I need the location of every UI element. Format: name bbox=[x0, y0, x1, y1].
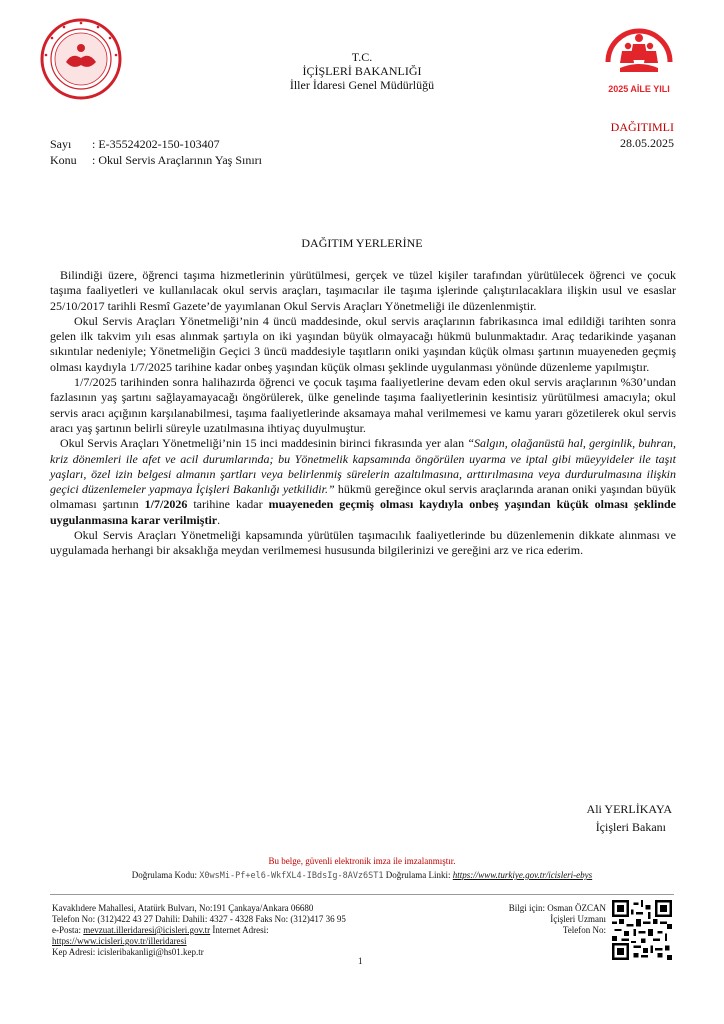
footer-kep: Kep Adresi: icisleribakanligi@hs01.kep.tr bbox=[52, 947, 204, 957]
header-tc: T.C. bbox=[351, 50, 373, 64]
footer-web-link[interactable]: https://www.icisleri.gov.tr/illeridaresi bbox=[52, 936, 187, 946]
reference-number-row bbox=[50, 137, 220, 152]
paragraph-5: Okul Servis Araçları Yönetmeliği kapsamında yürütülen taşımacılık faaliyetlerinde bu düzenlemenin dikkate alınması ve uygulamada herhangi bir aksaklığa meydan verilmemesi hususunda bilgilerinizi ve gereğini arz ve rica ederim. bbox=[50, 528, 676, 558]
addressee: DAĞITIM YERLERİNE bbox=[301, 236, 423, 250]
paragraph-4-until: tarihine kadar bbox=[193, 497, 263, 512]
subject-label: Konu bbox=[50, 153, 77, 167]
paragraph-4-end: . bbox=[217, 512, 221, 527]
footer-divider bbox=[50, 894, 674, 895]
subject-row bbox=[50, 153, 262, 168]
contact-info bbox=[480, 903, 606, 936]
verification-code-label: Doğrulama Kodu: bbox=[131, 870, 198, 880]
header-directorate: İller İdaresi Genel Müdürlüğü bbox=[289, 78, 435, 92]
verification-link-label: Doğrulama Linki: bbox=[385, 870, 451, 880]
paragraph-4-decision: muayeneden geçmiş olması kaydıyla onbeş yaşından küçük olması şeklinde uygulanmasına karar verilmiştir bbox=[50, 497, 676, 527]
footer-web-label: İnternet Adresi: bbox=[212, 925, 269, 935]
qr-code bbox=[612, 900, 672, 960]
footer-phone: Telefon No: (312)422 43 27 Dahili: Dahili: 4327 - 4328 Faks No: (312)417 36 95 bbox=[52, 914, 346, 924]
document-date: 28.05.2025 bbox=[620, 136, 674, 150]
letter-body bbox=[50, 268, 676, 559]
contact-person: Bilgi için: Osman ÖZCAN bbox=[508, 903, 606, 913]
footer-address-block bbox=[52, 903, 346, 958]
paragraph-2: Okul Servis Araçları Yönetmeliği’nin 4 üncü maddesinde, okul servis araçlarının fabrikasınca imal edildiği tarihten sonra gelen ilk takvim yılı esas alınmak şartıyla on iki yaşından büyük olmayacağı hükmü bulunmaktadır. Araç tedarikinde yaşanan sıkıntılar nedeniyle; Yönetmeliğin Geçici 3 üncü maddesiyle taşıtların oniki yaşından küçük olması şartının muayeneden geçmiş olması kaydıyla 1/7/2025 tarihine kadar onbeş yaşından küçük olması şeklinde uygulanması yönünde düzenleme yapılmıştır. bbox=[50, 313, 676, 374]
paragraph-3: 1/7/2025 tarihinden sonra halihazırda öğrenci ve çocuk taşıma faaliyetlerine devam eden okul servis araçlarının %30’undan fazlasının yaş şartını sağlayamayacağı öngörülerek, ülke genelinde taşıma faaliyetlerinin kesintisiz yürütülmesi amacıyla; okul servis aracı açığının karşılanabilmesi, taşıma faaliyetlerinde aksamaya mahal verilmemesi ve kamu yararı gözetilerek okul servis aracı yaş şartının belirli süreyle uzatılmasına ihtiyaç duyulmuştur. bbox=[50, 375, 676, 435]
signatory-title: İçişleri Bakanı bbox=[595, 820, 666, 834]
verification-code: X0wsMi-Pf+el6-WkfXL4-IBdsIg-8AVz6ST1 bbox=[199, 871, 384, 881]
page-number: 1 bbox=[358, 956, 363, 966]
paragraph-4-quote: “Salgın, olağanüstü hal, gerginlik, buhran, kriz dönemleri ile afet ve acil durumlarında; bu Yönetmelik kapsamında öngörülen uyarma ve iptal gibi müeyyideler ile taşıt yaşları, özel izin belgesi almanın şartları veya belirlenmiş sürelerin azaltılmasına, arttırılmasına veya durdurulmasına ilişkin geçici düzenlemeler yapmaya İçişleri Bakanlığı yetkilidir.” bbox=[50, 436, 676, 497]
footer-email-label: e-Posta: bbox=[52, 925, 81, 935]
reference-number: : E-35524202-150-103407 bbox=[92, 137, 220, 151]
header-ministry: İÇİŞLERİ BAKANLIĞI bbox=[302, 64, 422, 78]
e-signature-notice: Bu belge, güvenli elektronik imza ile imzalanmıştır. bbox=[268, 856, 456, 866]
contact-phone: Telefon No: bbox=[562, 925, 606, 935]
paragraph-4-middle: hükmü gereğince okul servis araçlarında aranan oniki yaşından büyük olmaması şartının bbox=[50, 482, 677, 512]
subject: : Okul Servis Araçlarının Yaş Sınırı bbox=[92, 153, 262, 167]
paragraph-4-date: 1/7/2026 bbox=[144, 497, 188, 512]
footer-address: Kavaklıdere Mahallesi, Atatürk Bulvarı, No:191 Çankaya/Ankara 06680 bbox=[52, 903, 314, 913]
reference-number-label: Sayı bbox=[50, 137, 72, 151]
paragraph-4-intro: Okul Servis Araçları Yönetmeliği’nin 15 inci maddesinin birinci fıkrasında yer alan bbox=[60, 436, 465, 451]
contact-title: İçişleri Uzmanı bbox=[550, 914, 606, 924]
footer-email-link[interactable]: mevzuat.illeridaresi@icisleri.gov.tr bbox=[83, 925, 211, 935]
paragraph-1: Bilindiği üzere, öğrenci taşıma hizmetlerinin yürütülmesi, gerçek ve tüzel kişiler tarafından yürütülecek öğrenci ve çocuk taşıma faaliyetleri ve kullanılacak okul servis araçları, taşımacılar ile taşıma işlerinde çalıştırılacaklara ilişkin usul ve esaslar 25/10/2017 tarihli Resmî Gazete’de yayımlanan Okul Servis Araçları Yönetmeliği ile düzenlenmiştir. bbox=[50, 268, 676, 313]
distribution-mark: DAĞITIMLI bbox=[610, 120, 674, 134]
paragraph-4 bbox=[50, 436, 676, 528]
logo-text: 2025 AİLE YILI bbox=[608, 84, 670, 94]
signatory-name: Ali YERLİKAYA bbox=[586, 802, 672, 816]
verification-line bbox=[0, 870, 724, 881]
verification-link[interactable]: https://www.turkiye.gov.tr/icisleri-ebys bbox=[452, 870, 593, 880]
footer-email-row bbox=[52, 925, 346, 936]
